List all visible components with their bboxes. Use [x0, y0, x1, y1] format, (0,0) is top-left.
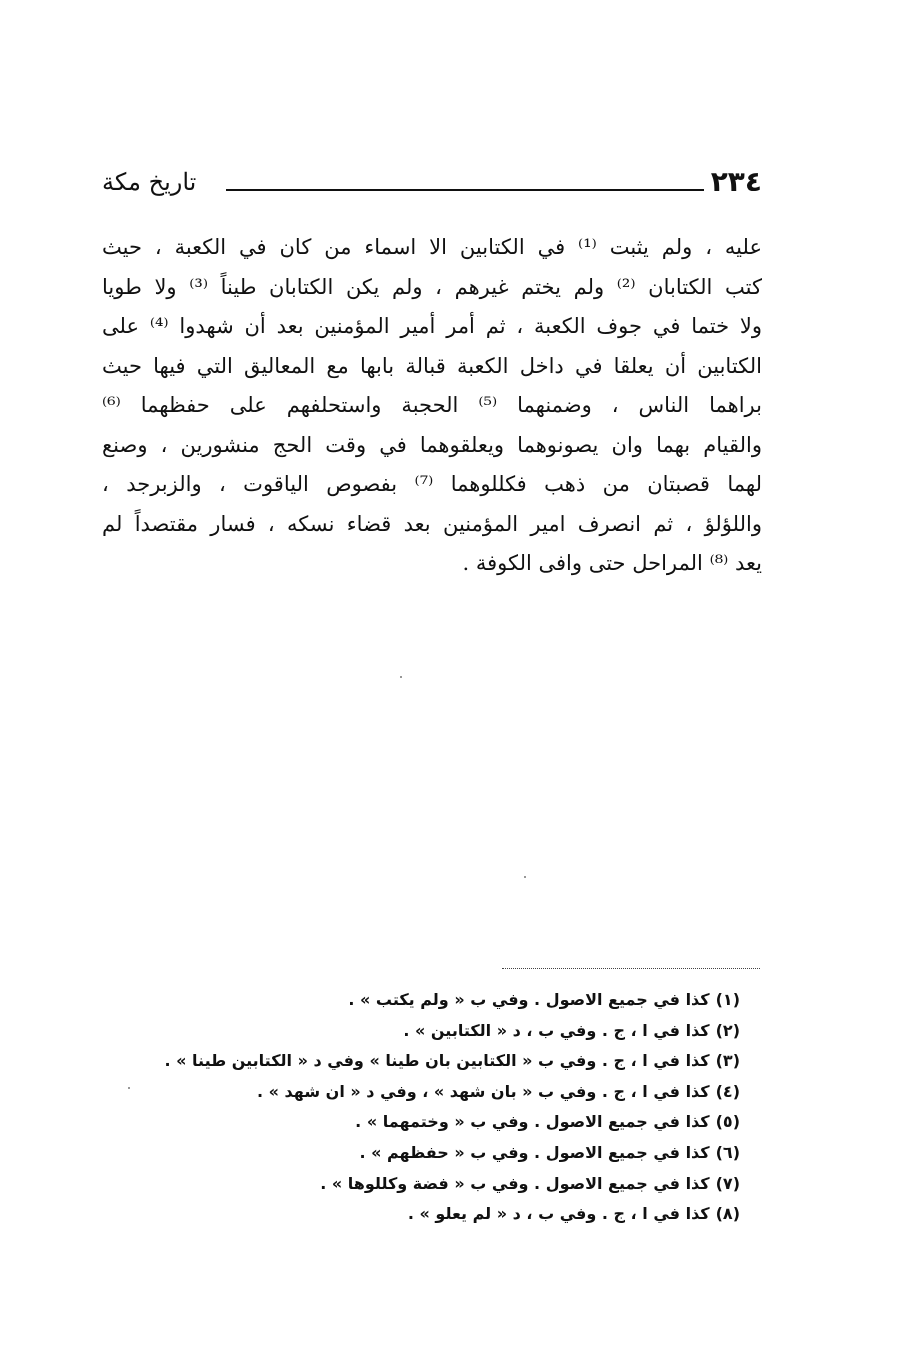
footnote-text: كذا في ا ، ج . وفي ب « بان شهد » ، وفي د « ان شهد » .	[257, 1081, 710, 1101]
footnote	[240, 1107, 740, 1138]
footnote-text: كذا في ا ، ج . وفي ب « الكتابين بان طينا » وفي د « الكتابين طينا » .	[164, 1051, 710, 1071]
scan-speck	[128, 1087, 130, 1089]
footnote-number: (٦)	[715, 1142, 740, 1162]
page-number: ٢٣٤	[710, 165, 762, 198]
footnote	[240, 1199, 740, 1230]
footnote	[240, 1077, 740, 1108]
footnote-number: (١)	[715, 990, 740, 1009]
footnote-text: كذا في جميع الاصول . وفي ب « ولم يكتب » .	[348, 990, 710, 1009]
footnote-number: (٧)	[715, 1173, 740, 1193]
footnote	[240, 1016, 740, 1047]
footnote-number: (٥)	[715, 1112, 740, 1132]
footnote	[240, 1169, 740, 1200]
footnote	[164, 1046, 740, 1077]
footnote	[240, 985, 740, 1016]
footnote-number: (٨)	[715, 1204, 740, 1224]
footnote	[240, 1138, 740, 1169]
footnote-number: (٤)	[715, 1081, 740, 1101]
scan-speck	[524, 876, 526, 878]
body-line: يعد ⁽⁸⁾ المراحل حتى وافى الكوفة .	[462, 551, 762, 575]
footnote-number: (٣)	[715, 1051, 740, 1071]
body-line: كتب الكتابان ⁽²⁾ ولم يختم غيرهم ، ولم يكن الكتابان طيناً ⁽³⁾ ولا طويا	[102, 274, 762, 299]
running-header	[102, 165, 762, 205]
header-rule	[226, 189, 704, 191]
body-paragraph	[102, 228, 762, 584]
scan-speck	[400, 676, 402, 678]
footnote-separator	[502, 968, 760, 969]
body-line: عليه ، ولم يثبت ⁽¹⁾ في الكتابين الا اسماء من كان في الكعبة ، حيث	[102, 235, 762, 259]
running-title: تاريخ مكة	[102, 168, 197, 196]
body-line: واللؤلؤ ، ثم انصرف امير المؤمنين بعد قضاء نسكه ، فسار مقتصداً لم	[102, 511, 762, 536]
footnote-text: كذا في جميع الاصول . وفي ب « وختمهما » .	[355, 1112, 710, 1132]
body-line: ولا ختما في جوف الكعبة ، ثم أمر أمير المؤمنين بعد أن شهدوا ⁽⁴⁾ على	[102, 314, 762, 338]
footnote-text: كذا في ا ، ج . وفي ب ، د « الكتابين » .	[403, 1020, 710, 1040]
footnote-number: (٢)	[715, 1020, 740, 1040]
body-line: والقيام بهما وان يصونوهما ويعلقوهما في وقت الحج منشورين ، وصنع	[102, 432, 762, 457]
body-line: براهما الناس ، وضمنهما ⁽⁵⁾ الحجبة واستحلفهم على حفظهما ⁽⁶⁾	[102, 393, 762, 417]
footnotes	[164, 985, 740, 1230]
body-line: لهما قصبتان من ذهب فكللوهما ⁽⁷⁾ بفصوص الياقوت ، والزبرجد ،	[102, 472, 762, 496]
footnote-text: كذا في ا ، ج . وفي ب ، د « لم يعلو » .	[407, 1204, 710, 1224]
footnote-text: كذا في جميع الاصول . وفي ب « حفظهم » .	[359, 1142, 710, 1162]
footnote-text: كذا في جميع الاصول . وفي ب « فضة وكللوها » .	[320, 1173, 710, 1193]
body-line: الكتابين أن يعلقا في داخل الكعبة قبالة بابها مع المعاليق التي فيها حيث	[102, 353, 762, 378]
